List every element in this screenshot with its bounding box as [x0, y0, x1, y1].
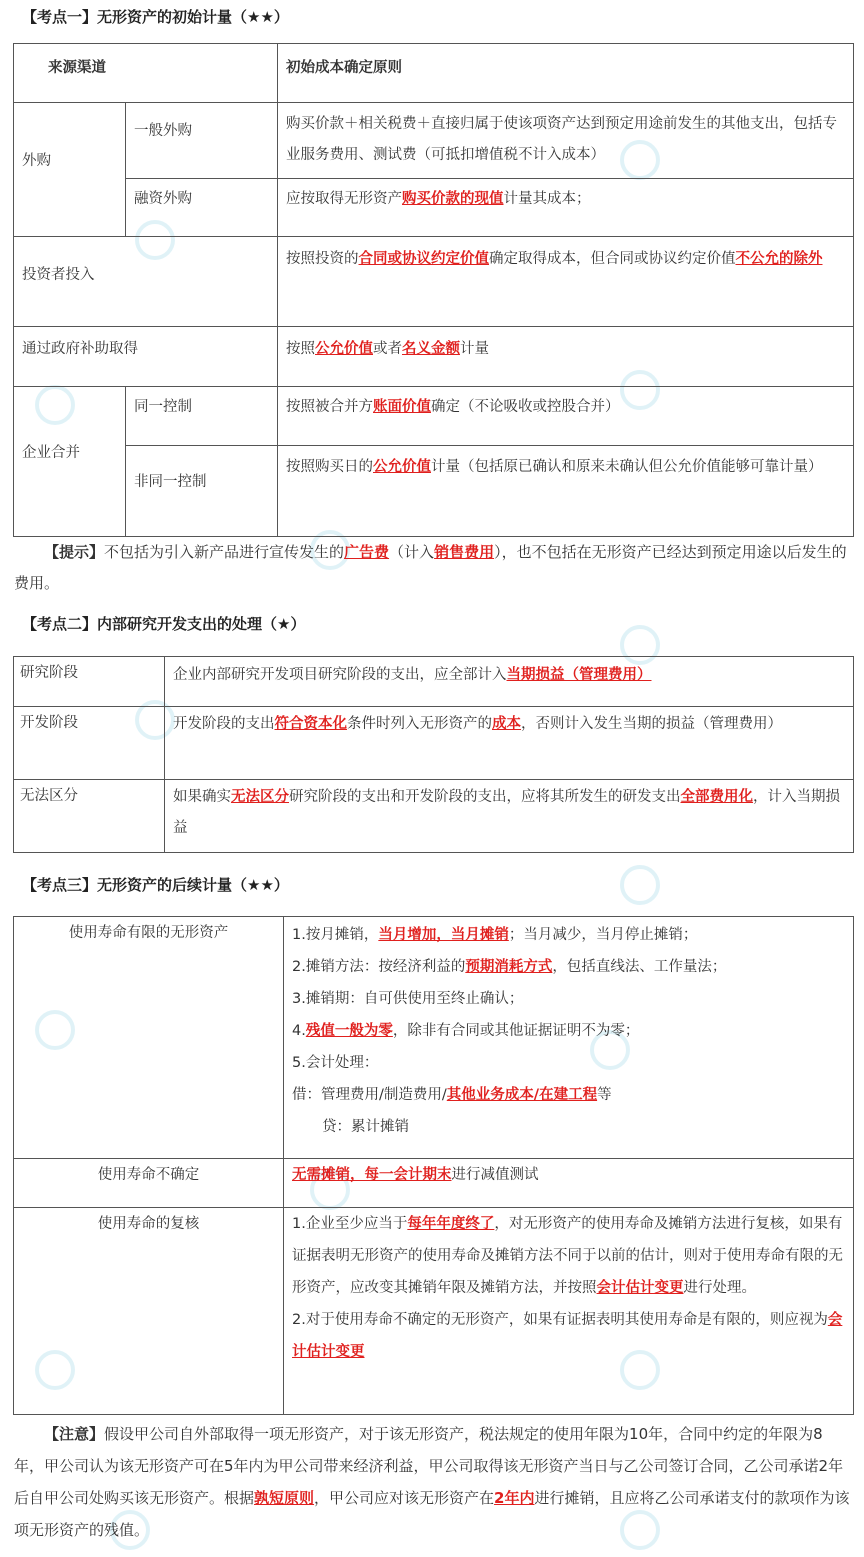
header-source: 来源渠道	[14, 44, 278, 103]
merger-label: 企业合并	[14, 387, 126, 537]
indistinguishable-label: 无法区分	[14, 780, 165, 853]
finite-rule-4: 4.残值一般为零，除非有合同或其他证据证明不为零；	[292, 1023, 640, 1039]
finite-rule-5: 5.会计处理：	[292, 1055, 379, 1071]
header-principle: 初始成本确定原则	[278, 44, 854, 103]
section2-title: 【考点二】内部研究开发支出的处理（★）	[22, 615, 306, 633]
finite-life-label: 使用寿命有限的无形资产	[14, 917, 284, 1159]
indefinite-life-rule: 无需摊销，每一会计期末进行减值测试	[284, 1159, 854, 1208]
development-label: 开发阶段	[14, 707, 165, 780]
review-rule-1: 1.企业至少应当于每年年度终了，对无形资产的使用寿命及摊销方法进行复核，如果有证据表明无形资产的使用寿命及摊销方法不同于以前的估计，则对于使用寿命有限的无形资产，应改变其摊销年限及摊销方法，并按照会计估计变更进行处理。	[292, 1216, 843, 1296]
indistinguishable-rule: 如果确实无法区分研究阶段的支出和开发阶段的支出，应将其所发生的研发支出全部费用化，计入当期损益	[165, 780, 854, 853]
research-label: 研究阶段	[14, 657, 165, 707]
indefinite-life-label: 使用寿命不确定	[14, 1159, 284, 1208]
journal-credit: 贷：累计摊销	[322, 1119, 409, 1135]
finite-rule-2: 2.摊销方法：按经济利益的预期消耗方式，包括直线法、工作量法；	[292, 959, 727, 975]
nonsame-control-label: 非同一控制	[126, 446, 278, 537]
gov-grant-rule: 按照公允价值或者名义金额计量	[278, 327, 854, 387]
finance-purchase-label: 融资外购	[126, 179, 278, 237]
investor-label: 投资者投入	[14, 237, 278, 327]
review-rule-2: 2.对于使用寿命不确定的无形资产，如果有证据表明其使用寿命是有限的，则应视为会计估计变更	[292, 1312, 843, 1360]
journal-debit: 借：管理费用/制造费用/其他业务成本/在建工程等	[292, 1087, 612, 1103]
general-purchase-label: 一般外购	[126, 103, 278, 179]
life-review-label: 使用寿命的复核	[14, 1208, 284, 1415]
research-rule: 企业内部研究开发项目研究阶段的支出，应全部计入当期损益（管理费用）	[165, 657, 854, 707]
tip-paragraph: 【提示】不包括为引入新产品进行宣传发生的广告费（计入销售费用），也不包括在无形资产已经达到预定用途以后发生的费用。	[14, 543, 847, 592]
finite-life-rules	[284, 917, 854, 1159]
same-control-label: 同一控制	[126, 387, 278, 446]
life-review-rules	[284, 1208, 854, 1415]
section3-title: 【考点三】无形资产的后续计量（★★）	[22, 876, 289, 894]
same-control-rule: 按照被合并方账面价值确定（不论吸收或控股合并）	[278, 387, 854, 446]
finite-rule-3: 3.摊销期：自可供使用至终止确认；	[292, 991, 524, 1007]
finite-rule-1: 1.按月摊销，当月增加，当月摊销；当月减少，当月停止摊销；	[292, 927, 698, 943]
note-paragraph: 【注意】假设甲公司自外部取得一项无形资产，对于该无形资产，税法规定的使用年限为10年，合同中约定的年限为8年，甲公司认为该无形资产可在5年内为甲公司带来经济利益，甲公司取得该无形资产当日与乙公司签订合同，乙公司承诺2年后自甲公司处购买该无形资产。根据孰短原则，甲公司应对该无形资产在2年内进行摊销，且应将乙公司承诺支付的款项作为该项无形资产的残值。	[14, 1425, 850, 1539]
finance-purchase-rule: 应按取得无形资产购买价款的现值计量其成本；	[278, 179, 854, 237]
investor-rule: 按照投资的合同或协议约定价值确定取得成本，但合同或协议约定价值不公允的除外	[278, 237, 854, 327]
development-rule: 开发阶段的支出符合资本化条件时列入无形资产的成本，否则计入发生当期的损益（管理费用）	[165, 707, 854, 780]
gov-grant-label: 通过政府补助取得	[14, 327, 278, 387]
rd-expenditure-table	[13, 656, 854, 853]
initial-measurement-table	[13, 43, 854, 537]
general-purchase-rule: 购买价款＋相关税费＋直接归属于使该项资产达到预定用途前发生的其他支出，包括专业服务费用、测试费（可抵扣增值税不计入成本）	[278, 103, 854, 179]
purchase-label: 外购	[14, 103, 126, 237]
section1-title: 【考点一】无形资产的初始计量（★★）	[22, 8, 289, 26]
nonsame-control-rule: 按照购买日的公允价值计量（包括原已确认和原来未确认但公允价值能够可靠计量）	[278, 446, 854, 537]
subsequent-measurement-table	[13, 916, 854, 1415]
